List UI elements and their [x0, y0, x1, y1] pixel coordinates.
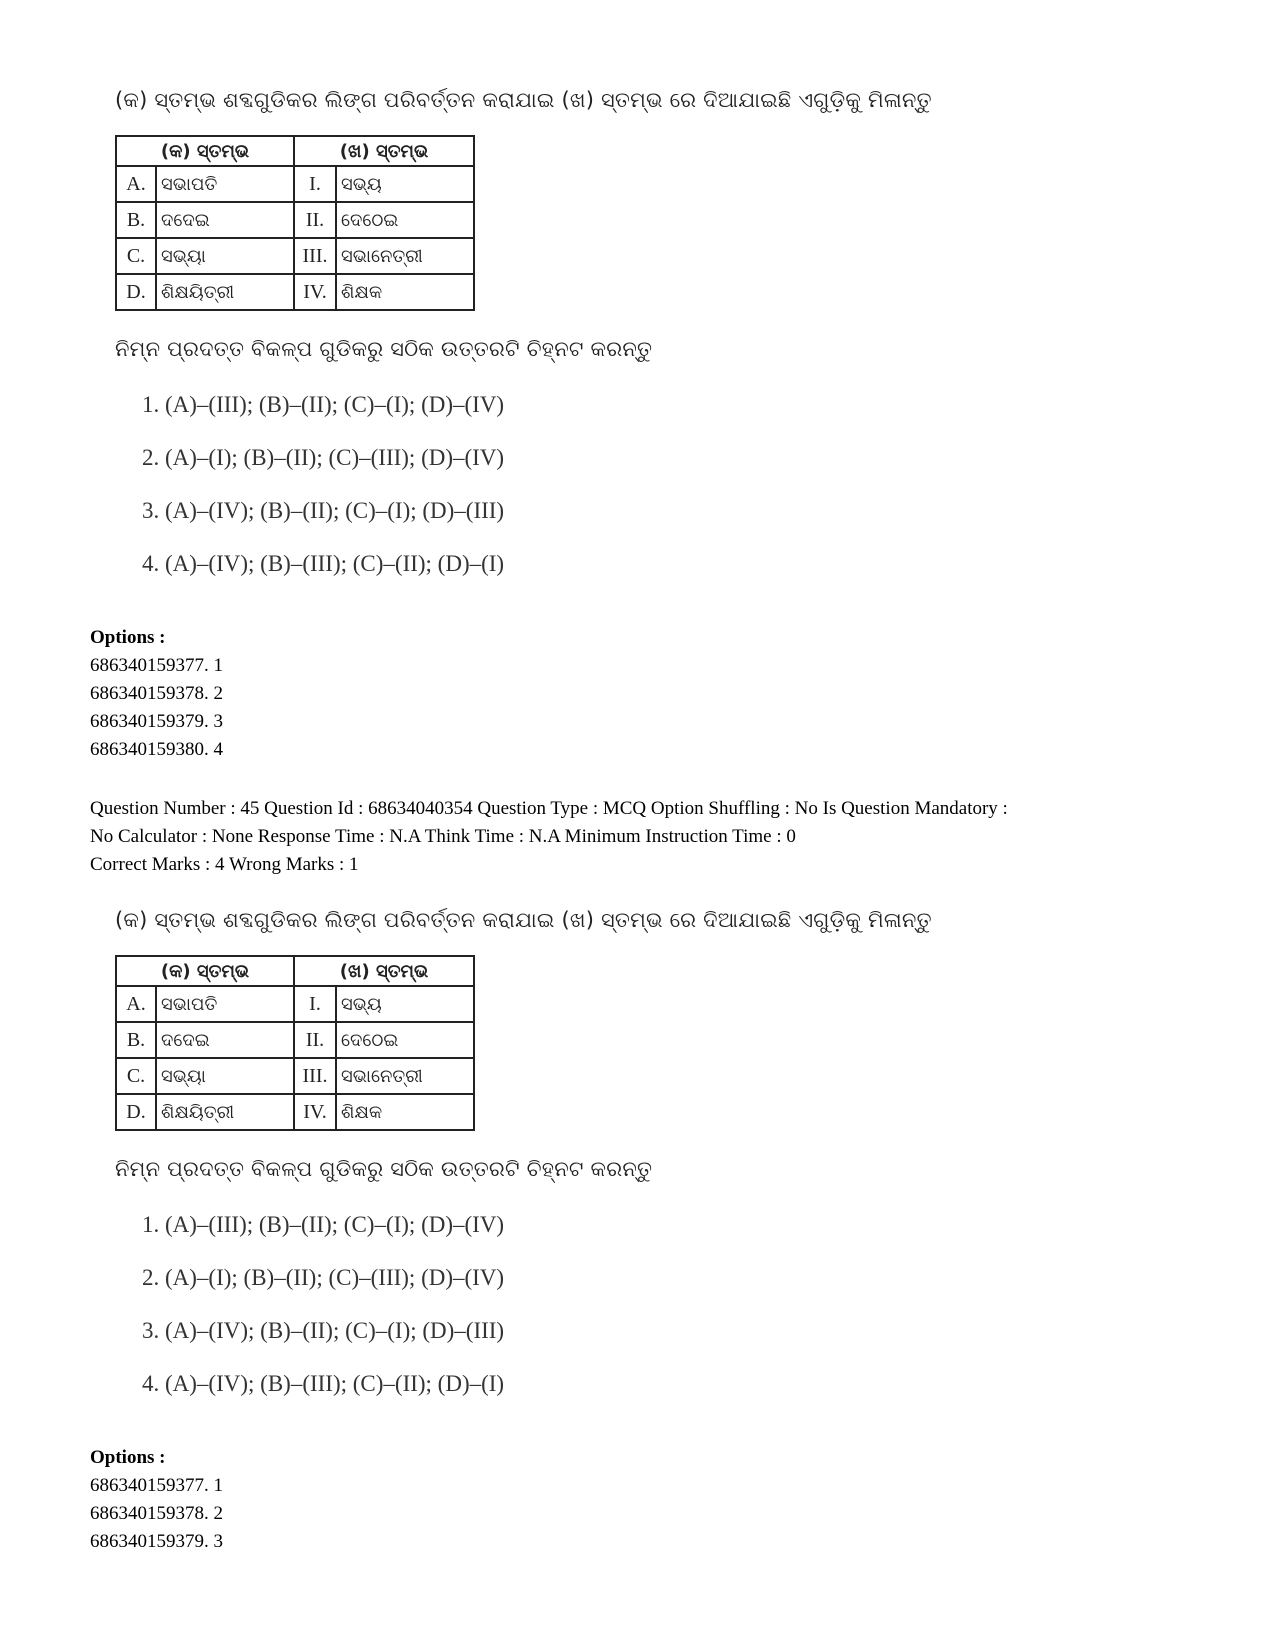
option-item: 686340159378. 2	[90, 1503, 223, 1524]
row-key-b: III.	[294, 1058, 336, 1094]
table-row	[116, 166, 474, 202]
table-row	[116, 202, 474, 238]
table-row	[116, 1094, 474, 1130]
row-value-b: ସଭାନେତ୍ରୀ	[336, 238, 474, 274]
options-list-1	[90, 624, 223, 764]
row-value-b: ସଭ୍ୟ	[336, 986, 474, 1022]
row-key-a: D.	[116, 1094, 156, 1130]
row-key-a: C.	[116, 1058, 156, 1094]
question-meta-line-1: Question Number : 45 Question Id : 68634040354 Question Type : MCQ Option Shuffling : No Is Question Mandatory :	[90, 798, 1008, 819]
table-row	[116, 1022, 474, 1058]
answer-choices	[115, 1198, 875, 1410]
table-header-row	[116, 136, 474, 166]
table-row	[116, 238, 474, 274]
column-b-header: (ଖ) ସ୍ତମ୍ଭ	[294, 956, 474, 986]
option-item: 686340159379. 3	[90, 1531, 223, 1552]
answer-choices	[115, 378, 875, 590]
column-b-header: (ଖ) ସ୍ତମ୍ଭ	[294, 136, 474, 166]
row-value-b: ସଭ୍ୟ	[336, 166, 474, 202]
options-label: Options :	[90, 627, 166, 648]
row-key-b: I.	[294, 166, 336, 202]
option-item: 686340159377. 1	[90, 655, 223, 676]
question-prompt: ନିମ୍ନ ପ୍ରଦତ୍ତ ବିକଳ୍ପ ଗୁଡିକରୁ ସଠିକ ଉତ୍ତରଟି ଚିହ୍ନଟ କରନ୍ତୁ	[115, 1157, 653, 1181]
answer-choice-1: 1. (A)–(III); (B)–(II); (C)–(I); (D)–(IV)	[142, 392, 505, 417]
row-key-b: IV.	[294, 274, 336, 310]
match-table	[115, 135, 475, 311]
row-value-b: ଦେଠେଇ	[336, 1022, 474, 1058]
answer-choice-1: 1. (A)–(III); (B)–(II); (C)–(I); (D)–(IV)	[142, 1212, 505, 1237]
row-key-a: D.	[116, 274, 156, 310]
question-instruction: (କ) ସ୍ତମ୍ଭ ଶବ୍ଦଗୁଡିକର ଲିଙ୍ଗ ପରିବର୍ତ୍ତନ କରାଯାଇ (ଖ) ସ୍ତମ୍ଭ ରେ ଦିଆଯାଇଛି ଏଗୁଡ଼ିକୁ ମିଳାନ୍ତୁ	[115, 908, 932, 932]
row-value-a: ସଭ୍ୟା	[156, 1058, 294, 1094]
row-key-b: II.	[294, 202, 336, 238]
row-value-a: ସଭାପତି	[156, 166, 294, 202]
row-value-a: ଦଦେଇ	[156, 202, 294, 238]
row-value-a: ସଭ୍ୟା	[156, 238, 294, 274]
table-header-row	[116, 956, 474, 986]
row-value-b: ଦେଠେଇ	[336, 202, 474, 238]
row-value-b: ଶିକ୍ଷକ	[336, 1094, 474, 1130]
option-item: 686340159378. 2	[90, 683, 223, 704]
row-key-a: B.	[116, 1022, 156, 1058]
row-key-a: B.	[116, 202, 156, 238]
question-image-1	[115, 88, 932, 590]
question-instruction: (କ) ସ୍ତମ୍ଭ ଶବ୍ଦଗୁଡିକର ଲିଙ୍ଗ ପରିବର୍ତ୍ତନ କରାଯାଇ (ଖ) ସ୍ତମ୍ଭ ରେ ଦିଆଯାଇଛି ଏଗୁଡ଼ିକୁ ମିଳାନ୍ତୁ	[115, 88, 932, 112]
answer-choice-4: 4. (A)–(IV); (B)–(III); (C)–(II); (D)–(I)	[142, 551, 505, 576]
question-meta-line-2: No Calculator : None Response Time : N.A Think Time : N.A Minimum Instruction Time : 0	[90, 826, 796, 847]
option-item: 686340159377. 1	[90, 1475, 223, 1496]
row-value-a: ଦଦେଇ	[156, 1022, 294, 1058]
row-key-a: A.	[116, 986, 156, 1022]
table-row	[116, 274, 474, 310]
row-value-b: ଶିକ୍ଷକ	[336, 274, 474, 310]
question-marks: Correct Marks : 4 Wrong Marks : 1	[90, 854, 359, 875]
row-key-b: II.	[294, 1022, 336, 1058]
options-list-2	[90, 1444, 223, 1556]
row-value-a: ଶିକ୍ଷୟିତ୍ରୀ	[156, 1094, 294, 1130]
row-key-a: A.	[116, 166, 156, 202]
answer-choice-3: 3. (A)–(IV); (B)–(II); (C)–(I); (D)–(III)	[142, 1318, 505, 1343]
column-a-header: (କ) ସ୍ତମ୍ଭ	[116, 136, 294, 166]
question-image-2	[115, 908, 932, 1410]
table-row	[116, 1058, 474, 1094]
question-metadata	[90, 795, 1008, 879]
answer-choice-2: 2. (A)–(I); (B)–(II); (C)–(III); (D)–(IV)	[142, 1265, 505, 1290]
option-item: 686340159379. 3	[90, 711, 223, 732]
answer-choice-4: 4. (A)–(IV); (B)–(III); (C)–(II); (D)–(I)	[142, 1371, 505, 1396]
row-key-b: III.	[294, 238, 336, 274]
option-item: 686340159380. 4	[90, 739, 223, 760]
row-value-a: ସଭାପତି	[156, 986, 294, 1022]
column-a-header: (କ) ସ୍ତମ୍ଭ	[116, 956, 294, 986]
row-key-b: IV.	[294, 1094, 336, 1130]
row-key-b: I.	[294, 986, 336, 1022]
table-row	[116, 986, 474, 1022]
match-table	[115, 955, 475, 1131]
answer-choice-2: 2. (A)–(I); (B)–(II); (C)–(III); (D)–(IV)	[142, 445, 505, 470]
answer-choice-3: 3. (A)–(IV); (B)–(II); (C)–(I); (D)–(III)	[142, 498, 505, 523]
options-label: Options :	[90, 1447, 166, 1468]
row-value-a: ଶିକ୍ଷୟିତ୍ରୀ	[156, 274, 294, 310]
row-value-b: ସଭାନେତ୍ରୀ	[336, 1058, 474, 1094]
question-prompt: ନିମ୍ନ ପ୍ରଦତ୍ତ ବିକଳ୍ପ ଗୁଡିକରୁ ସଠିକ ଉତ୍ତରଟି ଚିହ୍ନଟ କରନ୍ତୁ	[115, 337, 653, 361]
row-key-a: C.	[116, 238, 156, 274]
